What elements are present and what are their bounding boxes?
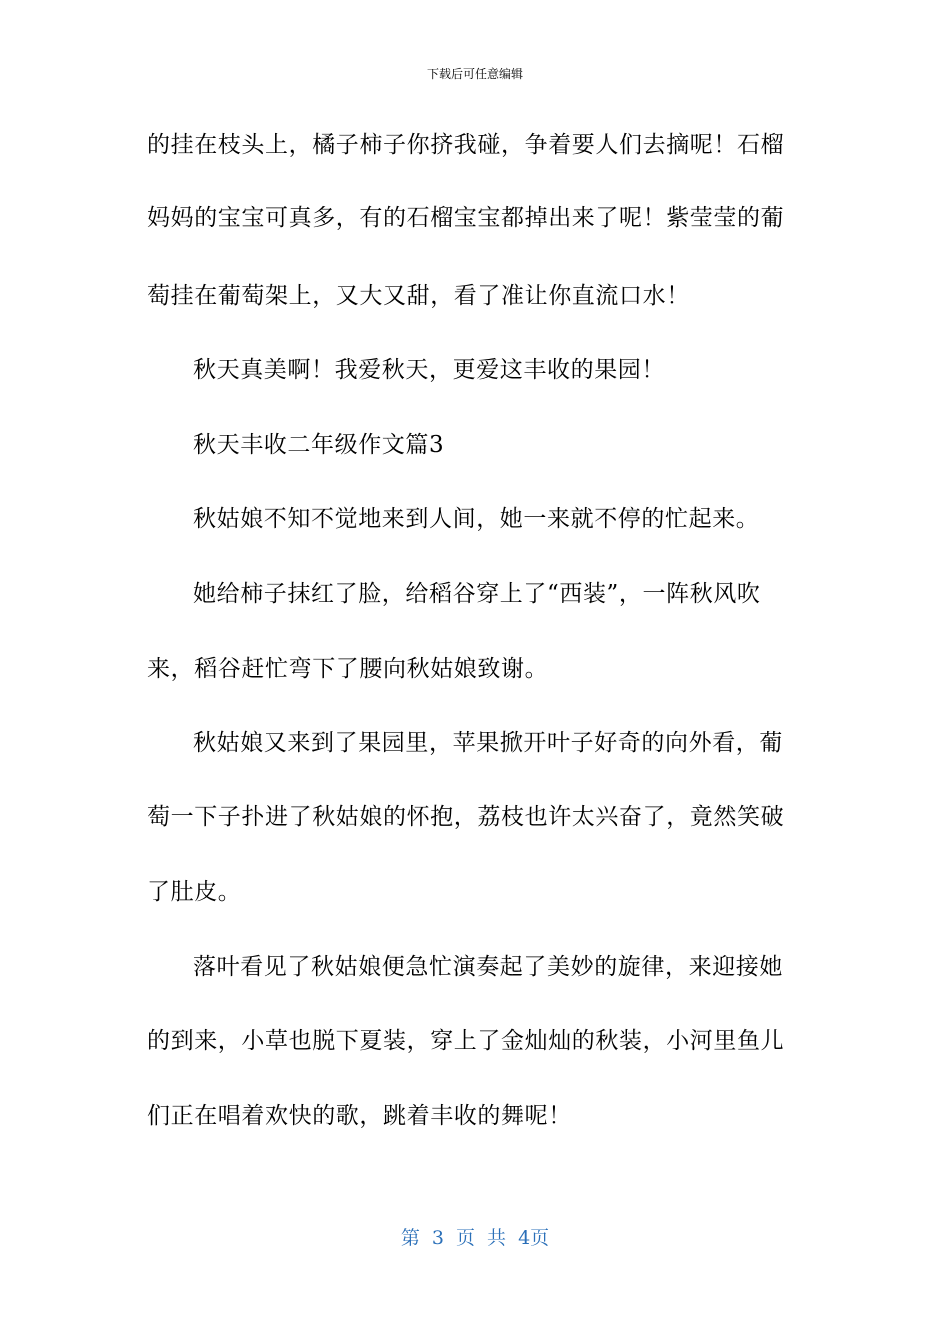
text-line: 秋姑娘不知不觉地来到人间，她一来就不停的忙起来。 (193, 506, 760, 532)
text-line: 来，稻谷赶忙弯下了腰向秋姑娘致谢。 (147, 656, 549, 682)
text-line: 她给柿子抹红了脸，给稻谷穿上了“西装”，一阵秋风吹 (193, 581, 761, 607)
text-line: 们正在唱着欢快的歌，跳着丰收的舞呢！ (147, 1103, 572, 1129)
text-line: 的到来，小草也脱下夏装，穿上了金灿灿的秋装，小河里鱼儿 (147, 1028, 785, 1054)
page-header-note: 下载后可任意编辑 (426, 67, 523, 81)
text-line: 秋姑娘又来到了果园里，苹果掀开叶子好奇的向外看，葡 (193, 730, 783, 756)
text-line: 妈妈的宝宝可真多，有的石榴宝宝都掉出来了呢！紫莹莹的葡 (147, 205, 785, 231)
text-line: 秋天真美啊！我爱秋天，更爱这丰收的果园！ (193, 357, 665, 383)
text-line: 的挂在枝头上，橘子柿子你挤我碰，争着要人们去摘呢！石榴 (147, 132, 785, 158)
text-line: 落叶看见了秋姑娘便急忙演奏起了美妙的旋律，来迎接她 (193, 954, 783, 980)
text-line: 萄挂在葡萄架上，又大又甜，看了准让你直流口水！ (147, 283, 690, 309)
text-line: 萄一下子扑进了秋姑娘的怀抱，荔枝也许太兴奋了，竟然笑破 (147, 804, 785, 830)
section-heading: 秋天丰收二年级作文篇3 (193, 432, 445, 458)
page-number: 第 3 页 共 4页 (400, 1227, 550, 1249)
text-line: 了肚皮。 (147, 879, 242, 905)
